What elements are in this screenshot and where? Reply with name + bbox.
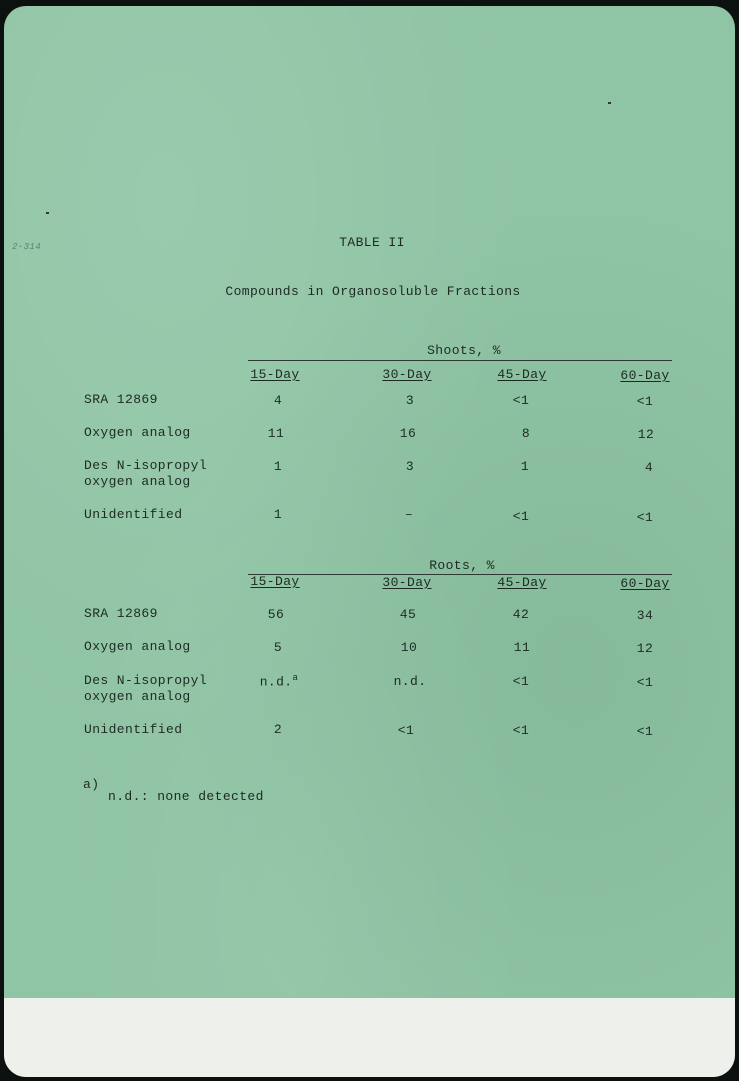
table-subtitle: Compounds in Organosoluble Fractions	[225, 284, 521, 299]
cell-value: 12	[636, 641, 654, 656]
cell-value: 56	[267, 607, 285, 622]
cell-value: <1	[636, 675, 654, 690]
cell-value: <1	[636, 510, 654, 525]
cell-value: <1	[636, 394, 654, 409]
cell-value: 12	[637, 427, 655, 442]
cell-value: <1	[397, 723, 415, 738]
cell-value: 2	[273, 722, 283, 737]
row-label: Unidentified	[84, 507, 183, 522]
row-label: Des N-isopropyl	[84, 673, 208, 688]
cell-value-with-footnote	[260, 673, 299, 689]
row-label-line2: oxygen analog	[84, 474, 191, 489]
cell-value: <1	[512, 393, 530, 408]
cell-value: 4	[644, 460, 654, 475]
table-title: TABLE II	[339, 235, 405, 250]
cell-value: 11	[513, 640, 531, 655]
cell-value: 3	[405, 459, 415, 474]
cell-value: <1	[512, 723, 530, 738]
row-label: SRA 12869	[84, 606, 158, 621]
cell-value: 45	[399, 607, 417, 622]
row-label: Oxygen analog	[84, 425, 191, 440]
cell-value: 1	[520, 459, 530, 474]
cell-value: –	[404, 507, 414, 522]
shoots-header: Shoots, %	[427, 343, 501, 358]
cell-value: 34	[636, 608, 654, 623]
column-header: 60-Day	[620, 368, 670, 383]
cell-value: 1	[273, 507, 283, 522]
cell-value: <1	[512, 674, 530, 689]
column-header: 30-Day	[382, 575, 432, 590]
speck	[46, 212, 49, 214]
footnote-text: n.d.: none detected	[108, 789, 264, 804]
footnote-label: a)	[83, 777, 100, 792]
roots-header-rule	[248, 574, 672, 575]
cell-value: 1	[273, 459, 283, 474]
row-label: Unidentified	[84, 722, 183, 737]
cell-value: n.d.	[393, 674, 427, 689]
cell-value: 8	[521, 426, 531, 441]
slide-frame	[4, 6, 735, 1077]
row-label-line2: oxygen analog	[84, 689, 191, 704]
column-header: 60-Day	[620, 576, 670, 591]
cell-value: 4	[273, 393, 283, 408]
cell-value: <1	[512, 509, 530, 524]
margin-mark: 2-314	[12, 242, 42, 252]
cell-value: 10	[400, 640, 418, 655]
column-header: 15-Day	[250, 574, 300, 589]
cell-value: 16	[399, 426, 417, 441]
footnote-marker: a	[292, 673, 299, 683]
row-label: SRA 12869	[84, 392, 158, 407]
cell-value: 42	[512, 607, 530, 622]
cell-value: 3	[405, 393, 415, 408]
column-header: 45-Day	[497, 575, 547, 590]
roots-header: Roots, %	[429, 558, 495, 573]
column-header: 45-Day	[497, 367, 547, 382]
slide-label-strip	[4, 998, 735, 1077]
column-header: 30-Day	[382, 367, 432, 382]
cell-value: n.d.	[259, 674, 293, 690]
document-page	[4, 6, 735, 996]
column-header: 15-Day	[250, 367, 300, 382]
row-label: Des N-isopropyl	[84, 458, 208, 473]
cell-value: 11	[267, 426, 285, 441]
cell-value: 5	[273, 640, 283, 655]
shoots-header-rule	[248, 360, 672, 361]
cell-value: <1	[636, 724, 654, 739]
row-label: Oxygen analog	[84, 639, 191, 654]
speck	[608, 102, 611, 104]
